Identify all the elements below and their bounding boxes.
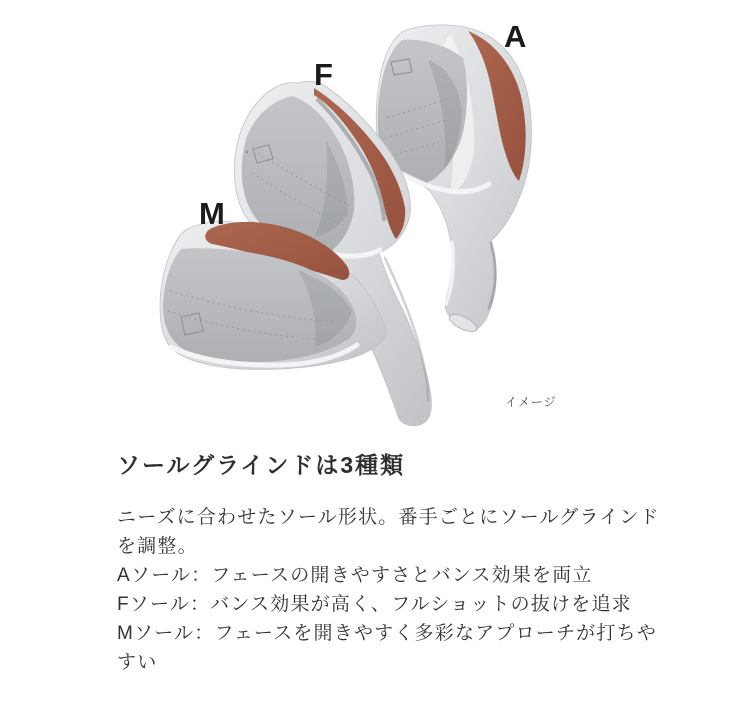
wedge-m-label: M [199, 196, 225, 231]
figure-caption: イメージ [505, 395, 557, 409]
description-line-a-sole: Aソール：フェースの開きやすさとバンス効果を両立 [117, 565, 593, 586]
description-line-f-sole: Fソール：バンス効果が高く、フルショットの抜けを追求 [117, 594, 632, 615]
wedge-f-face-dot [246, 151, 248, 153]
sole-grind-section [117, 450, 673, 677]
description-line: を調整。 [117, 536, 198, 557]
section-heading: ソールグラインドは3種類 [117, 452, 406, 478]
description-line: ニーズに合わせたソール形状。番手ごとにソールグラインド [117, 507, 660, 528]
wedge-f-label: F [314, 57, 333, 92]
description-line-m-sole: Mソール：フェースを開きやすく多彩なアプローチが打ちや [117, 623, 657, 644]
section-description [117, 503, 673, 677]
description-line: すい [117, 652, 158, 673]
wedge-a-label: A [504, 19, 527, 54]
